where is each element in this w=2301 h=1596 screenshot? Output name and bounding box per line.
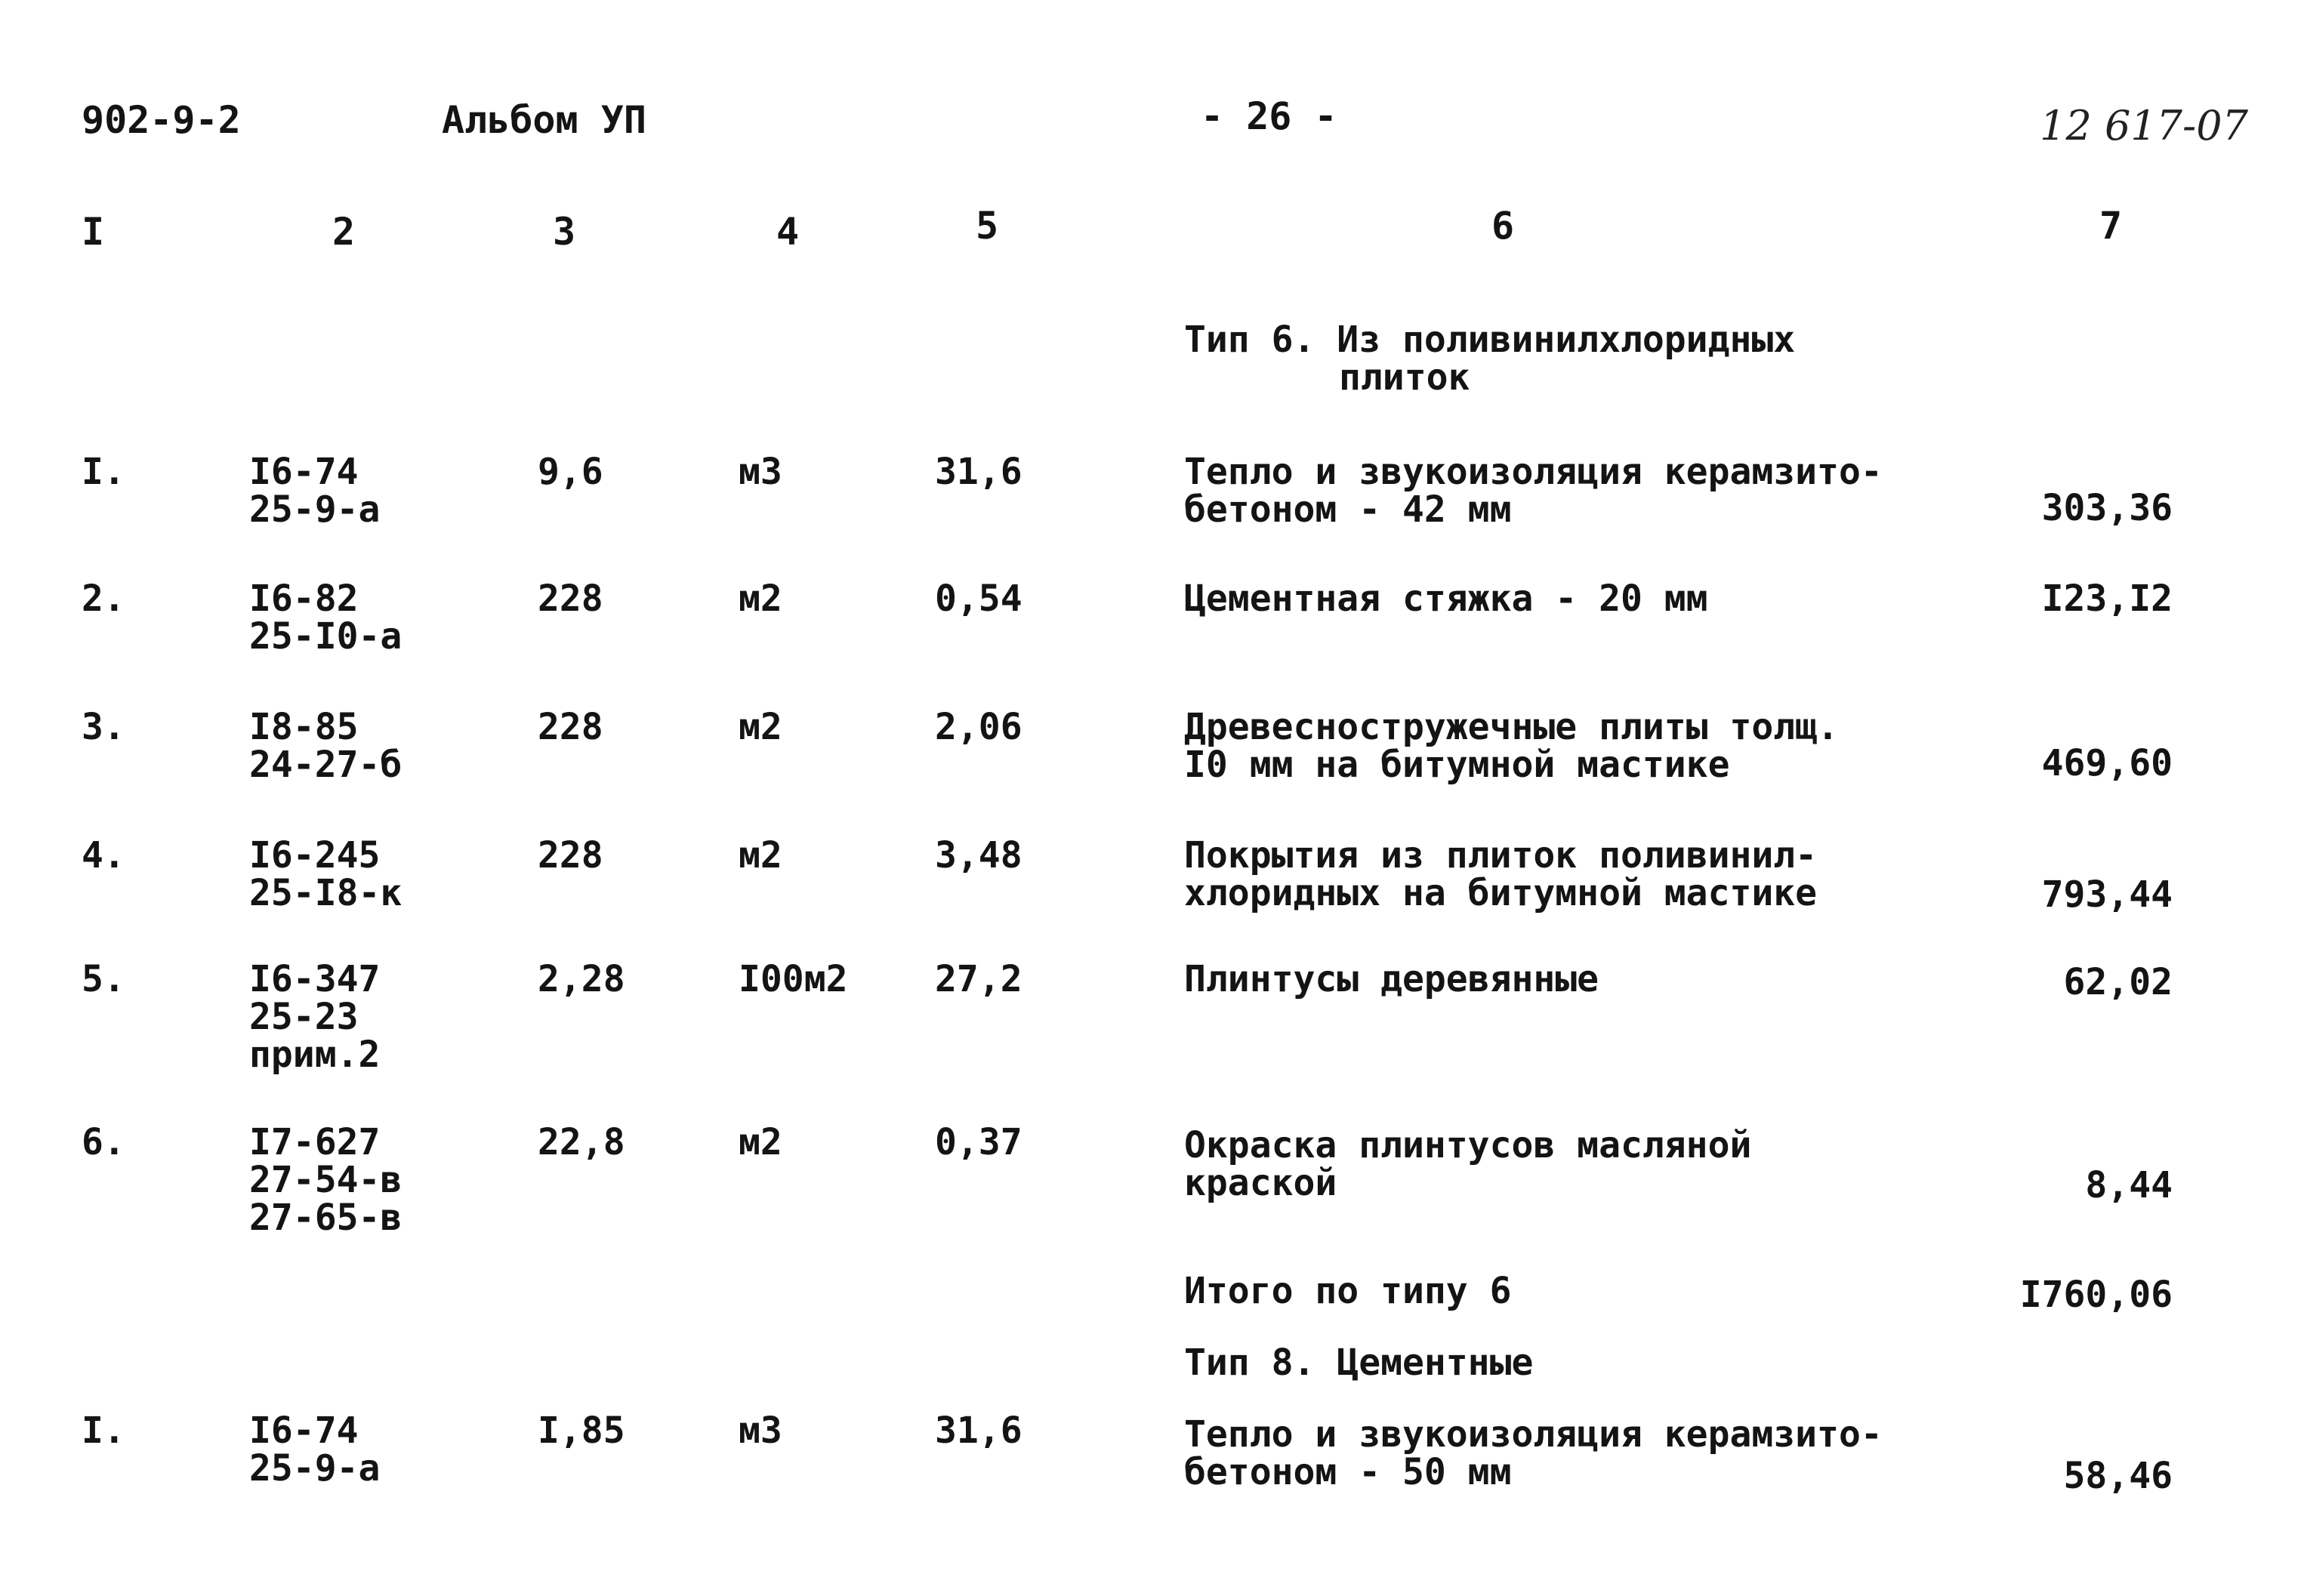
unit-price: 0,37: [935, 1121, 1022, 1163]
total-cost: 793,44: [2041, 873, 2173, 916]
column-header-7: 7: [2099, 204, 2123, 248]
description-line: Цементная стяжка - 20 мм: [1184, 578, 1708, 620]
description-line: бетоном - 50 мм: [1184, 1451, 1512, 1493]
unit-price: 3,48: [935, 834, 1022, 877]
work-description: [1184, 1413, 1883, 1493]
column-header-5: 5: [976, 204, 999, 248]
work-description: [1184, 451, 1883, 531]
norm-code-line: 25-I8-к: [249, 872, 403, 914]
row-number: I.: [82, 451, 125, 493]
column-header-3: 3: [553, 210, 576, 254]
album-label: Альбом УП: [442, 98, 646, 142]
column-header-6: 6: [1491, 204, 1515, 248]
description-line: I0 мм на битумной мастике: [1184, 744, 1730, 786]
norm-code-line: 25-I0-а: [249, 615, 403, 658]
norm-code-line: прим.2: [249, 1034, 381, 1076]
unit: I00м2: [739, 958, 848, 1000]
section-title-type-8: Тип 8. Цементные: [1184, 1342, 1534, 1384]
row-number: 6.: [82, 1121, 125, 1163]
row-number: I.: [82, 1410, 125, 1452]
norm-code-line: I6-347: [249, 958, 381, 1000]
total-cost: I23,I2: [2041, 578, 2173, 620]
total-cost: 62,02: [2063, 961, 2173, 1003]
work-description: [1184, 1126, 1751, 1202]
work-description: [1184, 960, 1599, 998]
page-number: - 26 -: [1201, 94, 1337, 138]
total-cost: 8,44: [2085, 1164, 2173, 1206]
description-line: Окраска плинтусов масляной: [1184, 1124, 1752, 1166]
row-number: 4.: [82, 834, 125, 877]
unit-price: 31,6: [935, 451, 1022, 493]
norm-code: [249, 1123, 402, 1237]
work-description: [1184, 708, 1839, 784]
norm-code: [249, 1410, 381, 1490]
quantity: 22,8: [538, 1121, 625, 1163]
unit-price: 27,2: [935, 958, 1022, 1000]
norm-code-line: 27-54-в: [249, 1159, 403, 1201]
total-cost: 469,60: [2041, 742, 2173, 784]
unit-price: 0,54: [935, 578, 1022, 620]
norm-code-line: 27-65-в: [249, 1197, 403, 1239]
row-number: 2.: [82, 578, 125, 620]
description-line: Тепло и звукоизоляция керамзито-: [1184, 1413, 1883, 1456]
norm-code-line: I6-82: [249, 578, 359, 620]
unit: м2: [739, 578, 782, 620]
section-title-line: Тип 6. Из поливинилхлоридных: [1184, 319, 1796, 361]
quantity: 9,6: [538, 451, 603, 493]
quantity: 228: [538, 578, 603, 620]
norm-code-line: 25-23: [249, 996, 359, 1038]
section-title-type-6: [1184, 319, 1796, 399]
description-line: хлоридных на битумной мастике: [1184, 872, 1818, 914]
unit-price: 31,6: [935, 1410, 1022, 1452]
subtotal-value: I760,06: [2019, 1274, 2173, 1316]
section-title-line: плиток: [1339, 356, 1470, 399]
quantity: 228: [538, 706, 603, 748]
description-line: краской: [1184, 1162, 1337, 1204]
norm-code-line: I6-74: [249, 1410, 359, 1452]
quantity: 228: [538, 834, 603, 877]
unit: м3: [739, 1410, 782, 1452]
unit: м3: [739, 451, 782, 493]
description-line: Плинтусы деревянные: [1184, 958, 1599, 1000]
total-cost: 58,46: [2063, 1455, 2173, 1497]
norm-code-line: 25-9-а: [249, 488, 381, 531]
row-number: 3.: [82, 706, 125, 748]
column-header-1: I: [82, 210, 105, 254]
norm-code: [249, 834, 403, 914]
norm-code-line: I6-74: [249, 451, 359, 493]
norm-code-line: I6-245: [249, 834, 381, 877]
unit: м2: [739, 834, 782, 877]
quantity: 2,28: [538, 958, 625, 1000]
document-code: 902-9-2: [82, 98, 241, 142]
row-number: 5.: [82, 958, 125, 1000]
subtotal-label: Итого по типу 6: [1184, 1270, 1512, 1312]
norm-code-line: 25-9-а: [249, 1447, 381, 1490]
description-line: Покрытия из плиток поливинил-: [1184, 834, 1818, 877]
norm-code: [249, 451, 381, 531]
norm-code-line: I8-85: [249, 706, 359, 748]
unit: м2: [739, 1121, 782, 1163]
norm-code: [249, 708, 402, 784]
norm-code: [249, 578, 403, 658]
total-cost: 303,36: [2041, 487, 2173, 529]
quantity: I,85: [538, 1410, 625, 1452]
column-header-4: 4: [776, 210, 800, 254]
work-description: [1184, 834, 1818, 914]
norm-code: [249, 960, 380, 1074]
column-header-2: 2: [332, 210, 356, 254]
norm-code-line: 24-27-б: [249, 744, 403, 786]
handwritten-reference: 12 617-07: [2040, 102, 2248, 149]
norm-code-line: I7-627: [249, 1121, 381, 1163]
description-line: Тепло и звукоизоляция керамзито-: [1184, 451, 1883, 493]
description-line: бетоном - 42 мм: [1184, 488, 1512, 531]
work-description: [1184, 580, 1708, 618]
unit-price: 2,06: [935, 706, 1022, 748]
description-line: Древесностружечные плиты толщ.: [1184, 706, 1839, 748]
unit: м2: [739, 706, 782, 748]
